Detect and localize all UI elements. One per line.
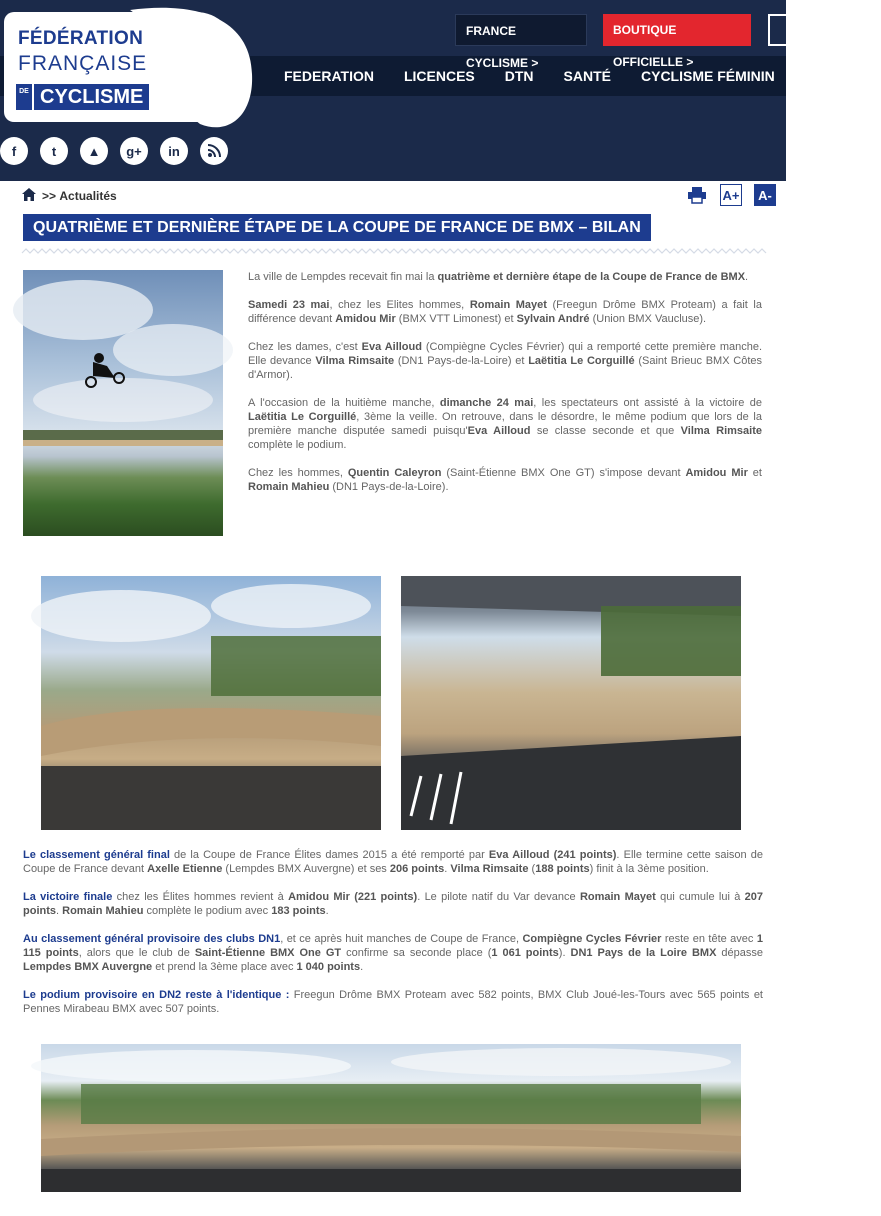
extra-top-button[interactable]	[768, 14, 798, 46]
main-nav	[284, 56, 881, 96]
breadcrumb-current[interactable]: Actualités	[59, 189, 117, 203]
results-paragraph-3: Au classement général provisoire des clubs DN1, et ce après huit manches de Coupe de France, Compiègne Cycles Février reste en tête avec 1 115 points, alors que le club de Saint-Étienne BMX One GT confirme sa seconde place (1 061 points). DN1 Pays de la Loire BMX dépasse Lempdes BMX Auvergne et prend la 3ème place avec 1 040 points.	[23, 933, 763, 973]
article-results	[23, 848, 763, 1030]
facebook-icon[interactable]: f	[0, 137, 28, 165]
bmx-track-tent-photo	[401, 576, 741, 830]
rss-icon[interactable]	[200, 137, 228, 165]
nav-item-loisir[interactable]: LOISIR	[804, 68, 852, 84]
article-paragraph-1: La ville de Lempdes recevait fin mai la quatrième et dernière étape de la Coupe de France de BMX.	[248, 271, 749, 283]
zigzag-divider	[22, 247, 762, 255]
logo-line-3: CYCLISME	[34, 84, 149, 110]
france-cyclisme-button[interactable]: FRANCE CYCLISME >	[455, 14, 587, 46]
font-increase-button[interactable]: A+	[720, 184, 742, 206]
bmx-panorama-photo	[41, 1044, 741, 1192]
breadcrumb	[22, 188, 117, 204]
linkedin-icon[interactable]: in	[160, 137, 188, 165]
bmx-jump-photo	[23, 270, 223, 536]
article-paragraph-5: Chez les hommes, Quentin Caleyron (Saint-Étienne BMX One GT) s'impose devant Amidou Mir et Romain Mahieu (DN1 Pays-de-la-Loire).	[248, 467, 762, 493]
article-paragraph-3: Chez les dames, c'est Eva Ailloud (Compiègne Cycles Février) qui a remporté cette première manche. Elle devance Vilma Rimsaite (DN1 Pays-de-la-Loire) et Laëtitia Le Corguillé (Saint Brieuc BMX Côtes d'Armor).	[248, 341, 763, 381]
social-links	[0, 137, 240, 165]
logo-line-1: FÉDÉRATION	[18, 28, 144, 49]
ffc-logo[interactable]	[0, 4, 258, 135]
article-paragraph-4: A l'occasion de la huitième manche, dimanche 24 mai, les spectateurs ont assisté à la victoire de Laëtitia Le Corguillé, 3ème la veille. On retrouve, dans le désordre, le même podium que lors de la première manche disputée samedi puisqu'Eva Ailloud se classe seconde et que Vilma Rimsaite complète le podium.	[248, 397, 763, 451]
article-tools	[686, 184, 788, 206]
nav-item-licences[interactable]: LICENCES	[403, 68, 475, 84]
page-title: QUATRIÈME ET DERNIÈRE ÉTAPE DE LA COUPE DE FRANCE DE BMX – BILAN	[23, 214, 651, 241]
dailymotion-icon[interactable]: ▲	[80, 137, 108, 165]
nav-item-dtn[interactable]: DTN	[504, 68, 534, 84]
results-paragraph-1: Le classement général final de la Coupe de France Élites dames 2015 a été remporté par Eva Ailloud (241 points). Elle termine cette saison de Coupe de France devant Axelle Etienne (Lempdes BMX Auvergne) et ses 206 points. Vilma Rimsaite (188 points) finit à la 3ème position.	[23, 849, 764, 875]
nav-item-sante[interactable]: SANTÉ	[563, 68, 611, 84]
logo-line-2: FRANÇAISE	[18, 52, 148, 75]
bmx-track-crowd-photo	[41, 576, 381, 830]
results-paragraph-2: La victoire finale chez les Élites hommes revient à Amidou Mir (221 points). Le pilote natif du Var devance Romain Mayet qui cumule lui à 207 points. Romain Mahieu complète le podium avec 183 points.	[23, 891, 764, 917]
twitter-icon[interactable]: t	[40, 137, 68, 165]
site-header	[0, 0, 852, 181]
boutique-officielle-button[interactable]: BOUTIQUE OFFICIELLE >	[603, 14, 751, 46]
font-decrease-button[interactable]: A-	[754, 184, 776, 206]
home-icon[interactable]	[22, 188, 36, 204]
print-icon[interactable]	[686, 184, 708, 206]
nav-item-federation[interactable]: FEDERATION	[284, 68, 374, 84]
google-plus-icon[interactable]: g+	[120, 137, 148, 165]
article-intro	[248, 270, 762, 508]
results-paragraph-4: Le podium provisoire en DN2 reste à l'identique : Freegun Drôme BMX Proteam avec 582 points, BMX Club Joué-les-Tours avec 565 points et Pennes Mirabeau BMX avec 507 points.	[23, 989, 763, 1015]
nav-item-cyclisme-feminin[interactable]: CYCLISME FÉMININ	[641, 68, 775, 84]
logo-de: DE	[16, 84, 32, 110]
article-paragraph-2: Samedi 23 mai, chez les Elites hommes, Romain Mayet (Freegun Drôme BMX Proteam) a fait la différence devant Amidou Mir (BMX VTT Limonest) et Sylvain André (Union BMX Vaucluse).	[248, 299, 762, 325]
breadcrumb-separator: >>	[42, 189, 57, 203]
